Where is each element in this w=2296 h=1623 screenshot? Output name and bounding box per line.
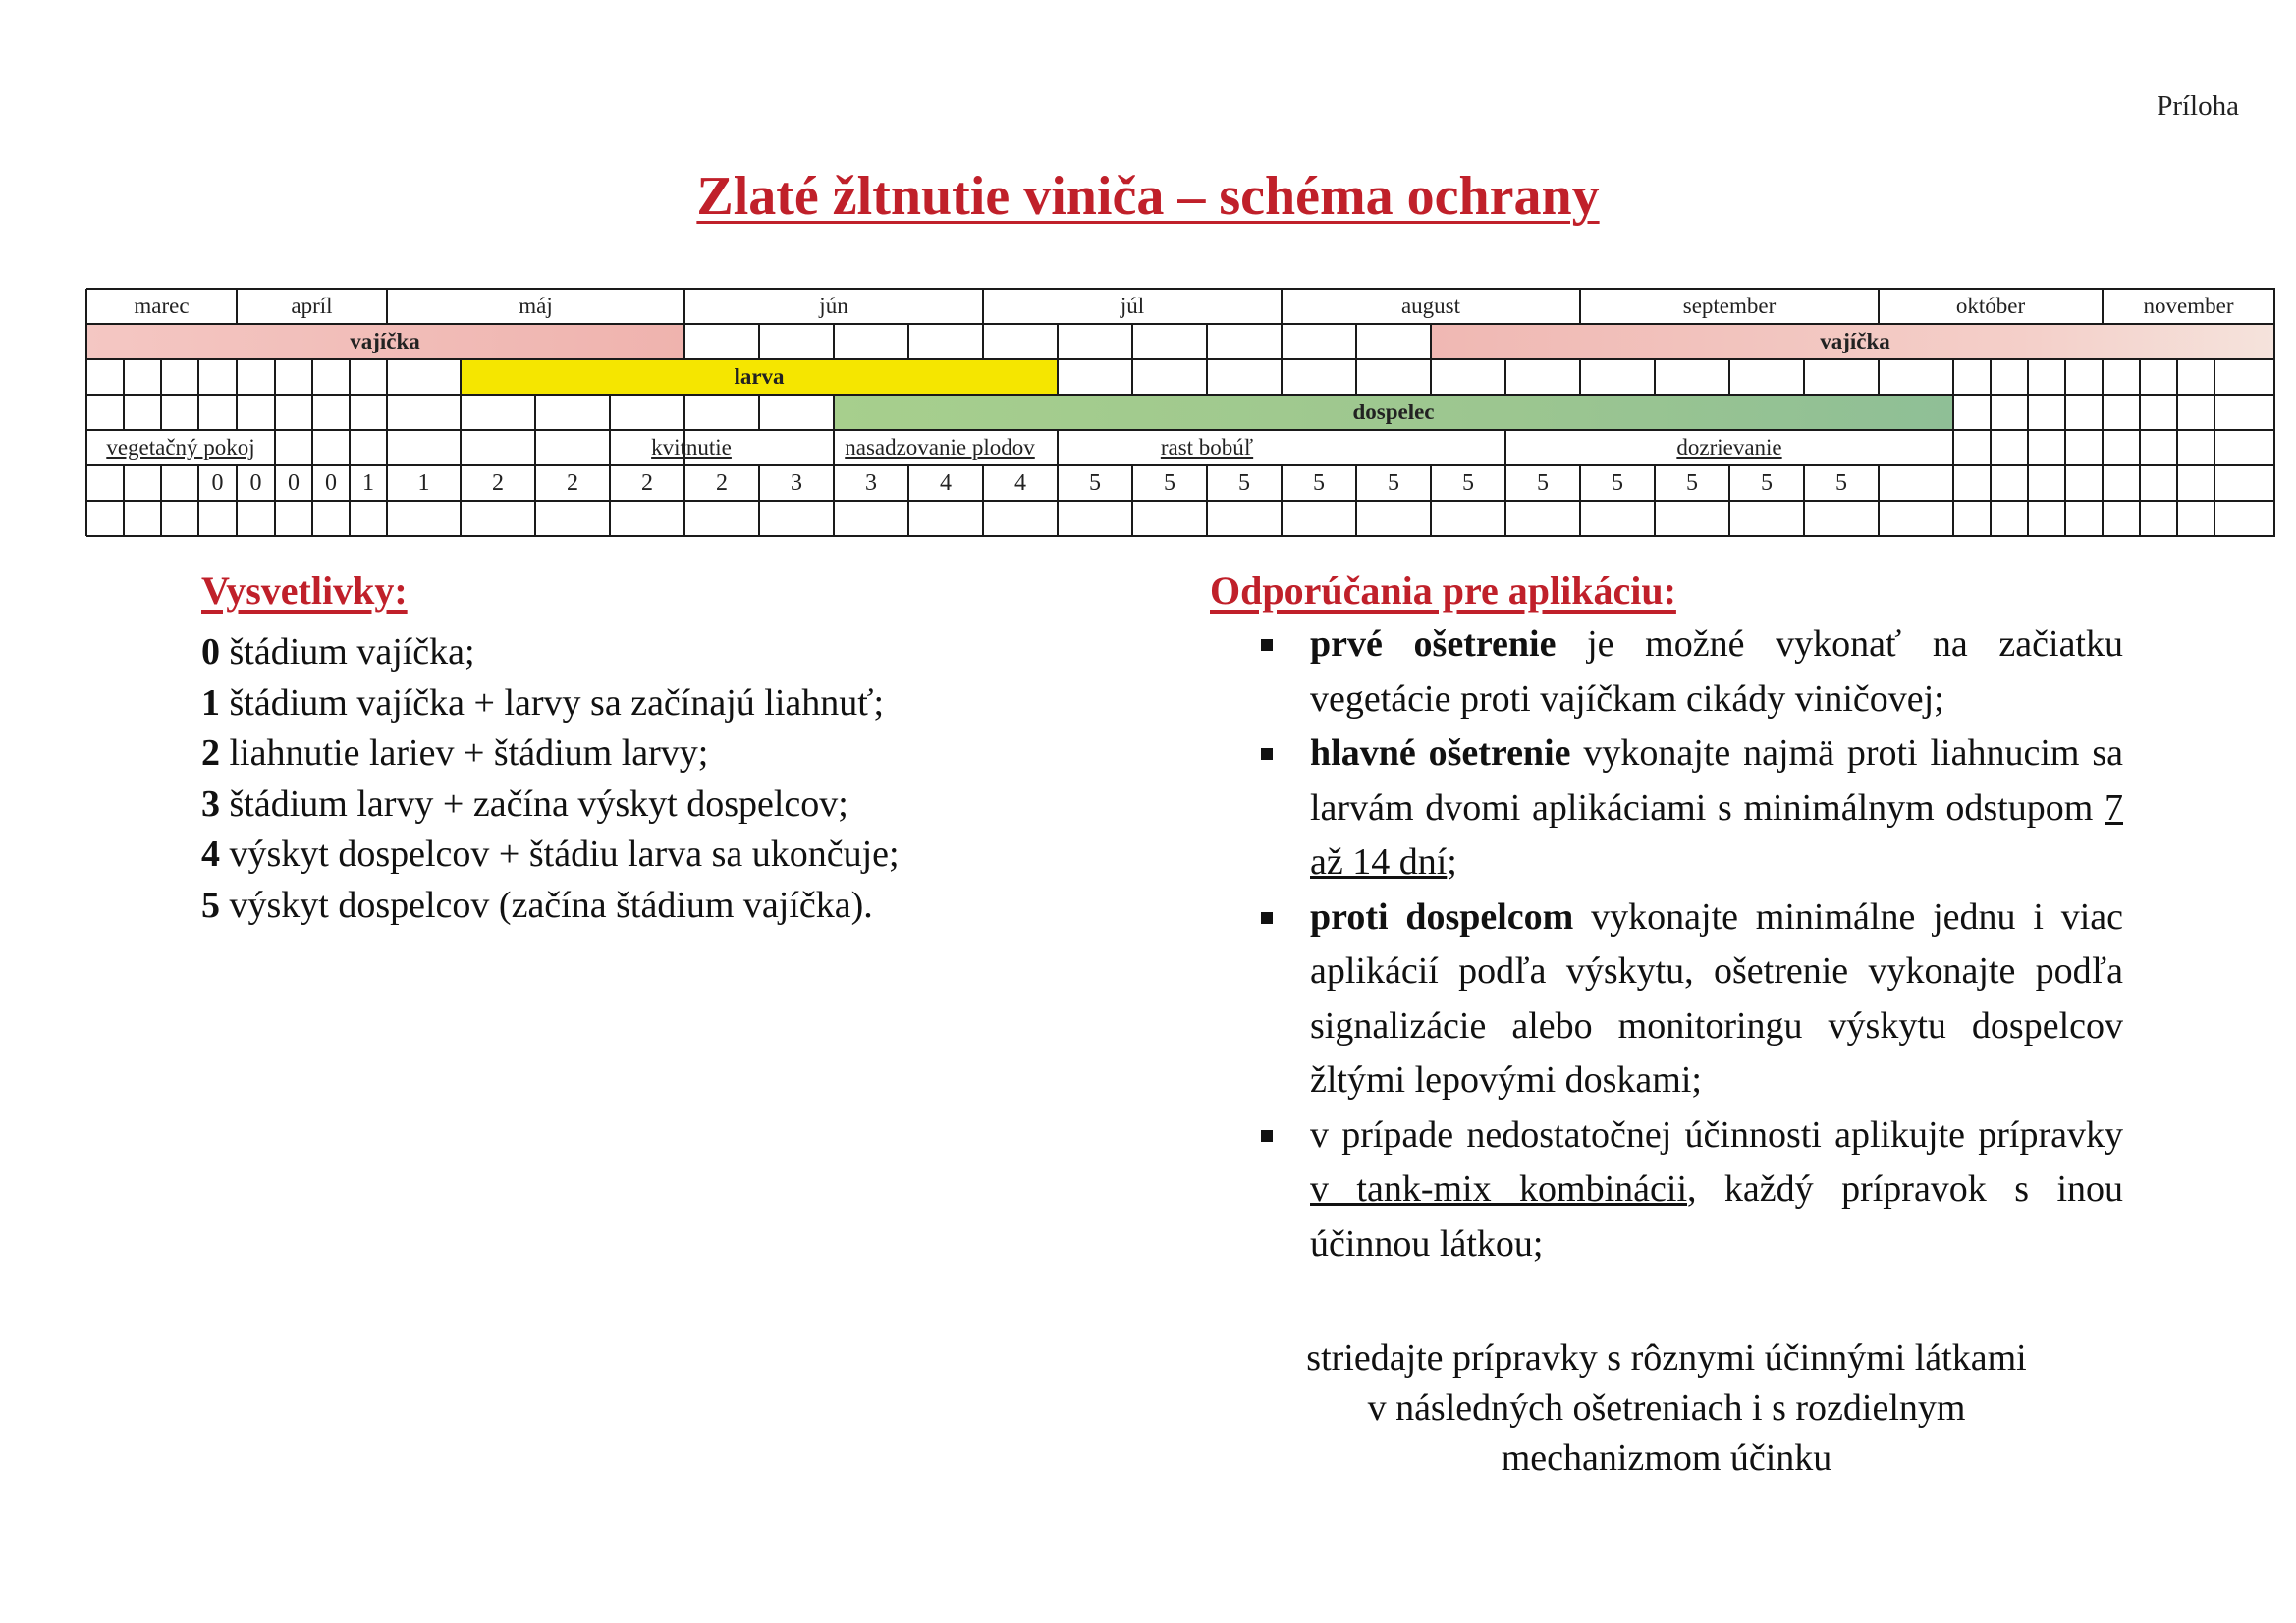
- grid-line: [1579, 465, 1581, 501]
- stage-number: 2: [716, 470, 728, 496]
- legend-item-text: štádium vajíčka;: [220, 631, 475, 673]
- grid-line: [2176, 501, 2178, 536]
- grid-line: [982, 289, 984, 324]
- grid-line: [386, 430, 388, 465]
- grid-line: [1057, 501, 1059, 536]
- grid-line: [311, 359, 313, 395]
- grid-line: [1952, 359, 1954, 395]
- stage-number: 5: [1462, 470, 1474, 496]
- grid-line: [683, 324, 685, 359]
- grid-line: [311, 395, 313, 430]
- grid-line: [1990, 501, 1992, 536]
- stage-number: 1: [362, 470, 374, 496]
- grid-line: [2214, 359, 2215, 395]
- grid-line: [85, 465, 87, 501]
- grid-line: [2102, 465, 2104, 501]
- grid-line: [907, 465, 909, 501]
- grid-line: [1803, 501, 1805, 536]
- stage-number: 0: [288, 470, 300, 496]
- grid-line: [1952, 430, 1954, 465]
- legend-item-text: štádium vajíčka + larvy sa začínajú liahnuť;: [220, 681, 885, 724]
- grid-line: [1504, 359, 1506, 395]
- stage-number: 5: [1238, 470, 1250, 496]
- annex-label: Príloha: [2157, 90, 2239, 122]
- grid-line: [1990, 395, 1992, 430]
- grid-line: [86, 358, 2275, 360]
- grid-line: [833, 501, 835, 536]
- month-label: november: [2143, 294, 2234, 318]
- grid-line: [683, 289, 685, 324]
- grid-line: [386, 359, 388, 395]
- grid-line: [1504, 465, 1506, 501]
- grid-line: [460, 430, 462, 465]
- grid-line: [1952, 465, 1954, 501]
- grid-line: [982, 465, 984, 501]
- grid-line: [2027, 501, 2029, 536]
- grid-line: [1504, 430, 1506, 465]
- grid-line: [2027, 430, 2029, 465]
- grid-line: [1579, 289, 1581, 324]
- phase-label: dozrievanie: [1676, 435, 1782, 460]
- grid-line: [1131, 324, 1133, 359]
- grid-line: [86, 394, 2275, 396]
- grid-line: [1281, 501, 1283, 536]
- grid-line: [1504, 501, 1506, 536]
- month-label: september: [1682, 294, 1777, 318]
- grid-line: [609, 465, 611, 501]
- legend-item-text: štádium larvy + začína výskyt dospelcov;: [220, 783, 848, 825]
- grid-line: [349, 395, 351, 430]
- protection-schedule-grid: [86, 289, 2274, 536]
- stage-number: 0: [211, 470, 224, 496]
- page-title: [0, 165, 2296, 228]
- grid-line: [683, 465, 685, 501]
- grid-line: [236, 359, 238, 395]
- grid-line: [386, 289, 388, 324]
- grid-line: [460, 465, 462, 501]
- grid-line: [833, 395, 835, 430]
- grid-line: [907, 324, 909, 359]
- closing-line: striedajte prípravky s rôznymi účinnými látkami: [1306, 1337, 2027, 1379]
- recommendation-text: je možné vykonať na začiatku vegetácie proti vajíčkam cikády viničovej;: [1310, 623, 2123, 720]
- grid-line: [1057, 430, 1059, 465]
- legend-section: [201, 568, 1085, 931]
- grid-line: [2176, 395, 2178, 430]
- legend-item-text: výskyt dospelcov (začína štádium vajíčka).: [220, 884, 873, 926]
- grid-line: [833, 465, 835, 501]
- month-label: marec: [134, 294, 190, 318]
- stage-number: 4: [940, 470, 952, 496]
- grid-line: [86, 500, 2275, 502]
- grid-line: [1728, 465, 1730, 501]
- legend-item: [201, 881, 1085, 932]
- grid-line: [907, 501, 909, 536]
- grid-line: [274, 430, 276, 465]
- grid-line: [349, 359, 351, 395]
- grid-line: [758, 501, 760, 536]
- grid-line: [460, 359, 462, 395]
- grid-line: [609, 501, 611, 536]
- legend-item: [201, 830, 1085, 881]
- grid-line: [85, 430, 87, 465]
- grid-line: [609, 395, 611, 430]
- grid-line: [1281, 324, 1283, 359]
- grid-line: [609, 430, 611, 465]
- legend-item-number: 5: [201, 884, 220, 926]
- grid-line: [1952, 501, 1954, 536]
- grid-line: [1206, 501, 1208, 536]
- grid-line: [2139, 359, 2141, 395]
- grid-line: [1803, 359, 1805, 395]
- grid-line: [2027, 465, 2029, 501]
- legend-heading: Vysvetlivky:: [201, 568, 408, 613]
- recommendation-item: [1210, 891, 2123, 1109]
- grid-line: [2139, 465, 2141, 501]
- grid-line: [160, 465, 162, 501]
- stage-number: 5: [1835, 470, 1847, 496]
- grid-line: [1728, 501, 1730, 536]
- grid-line: [2102, 359, 2104, 395]
- grid-line: [123, 501, 125, 536]
- grid-line: [236, 501, 238, 536]
- month-label: júl: [1120, 294, 1145, 318]
- recommendation-item: [1210, 727, 2123, 891]
- grid-line: [534, 430, 536, 465]
- phase-label: nasadzovanie plodov: [845, 435, 1035, 460]
- grid-line: [2273, 359, 2275, 395]
- grid-line: [85, 359, 87, 395]
- grid-line: [1579, 359, 1581, 395]
- grid-line: [2214, 430, 2215, 465]
- grid-line: [534, 465, 536, 501]
- legend-item-number: 2: [201, 732, 220, 774]
- grid-line: [86, 464, 2275, 466]
- closing-line: mechanizmom účinku: [1501, 1437, 1832, 1479]
- grid-line: [683, 395, 685, 430]
- stage-number: 0: [249, 470, 262, 496]
- grid-line: [1990, 430, 1992, 465]
- grid-line: [86, 288, 2275, 290]
- grid-line: [1131, 465, 1133, 501]
- stage-number: 5: [1089, 470, 1101, 496]
- grid-line: [2176, 465, 2178, 501]
- grid-line: [1206, 324, 1208, 359]
- grid-line: [2102, 395, 2104, 430]
- legend-item-number: 3: [201, 783, 220, 825]
- square-bullet-icon: [1261, 1130, 1273, 1142]
- grid-line: [86, 323, 2275, 325]
- grid-line: [123, 359, 125, 395]
- recommendations-heading: Odporúčania pre aplikáciu:: [1210, 568, 1676, 613]
- stage-number: 2: [492, 470, 504, 496]
- legend-item-number: 1: [201, 681, 220, 724]
- grid-line: [1057, 324, 1059, 359]
- legend-item-number: 0: [201, 631, 220, 673]
- grid-line: [1131, 359, 1133, 395]
- grid-line: [2176, 359, 2178, 395]
- stage-number: 5: [1686, 470, 1698, 496]
- month-label: október: [1955, 294, 2026, 318]
- grid-line: [833, 430, 835, 465]
- phase-label: kvitnutie: [651, 435, 732, 460]
- grid-line: [1878, 465, 1880, 501]
- grid-line: [1990, 465, 1992, 501]
- recommendation-item: [1210, 1109, 2123, 1272]
- grid-line: [1355, 501, 1357, 536]
- square-bullet-icon: [1261, 748, 1273, 760]
- recommendation-bold: hlavné ošetrenie: [1310, 732, 1571, 774]
- stage-number: 5: [1761, 470, 1773, 496]
- grid-line: [982, 324, 984, 359]
- grid-line: [2273, 465, 2275, 501]
- legend-item-text: výskyt dospelcov + štádiu larva sa ukončuje;: [220, 834, 900, 875]
- legend-list: [201, 627, 1085, 931]
- phase-label: rast bobúľ: [1160, 435, 1254, 460]
- phase-band-label: larva: [734, 364, 785, 389]
- stage-number: 5: [1537, 470, 1549, 496]
- grid-line: [1990, 359, 1992, 395]
- grid-line: [349, 465, 351, 501]
- grid-line: [1878, 289, 1880, 324]
- grid-line: [833, 324, 835, 359]
- grid-line: [386, 465, 388, 501]
- phase-band-label: vajíčka: [1820, 329, 1890, 353]
- grid-line: [160, 359, 162, 395]
- grid-line: [2176, 430, 2178, 465]
- stage-number: 5: [1612, 470, 1623, 496]
- grid-line: [2273, 430, 2275, 465]
- stage-number: 2: [641, 470, 653, 496]
- grid-line: [85, 289, 87, 324]
- grid-line: [1654, 465, 1656, 501]
- stage-number: 5: [1313, 470, 1325, 496]
- grid-line: [2273, 395, 2275, 430]
- grid-line: [236, 395, 238, 430]
- recommendation-text: vykonajte minimálne jednu i viac aplikácií podľa výskytu, ošetrenie vykonajte podľa signalizácie alebo monitoringu výskytu dospelcov žltými lepovými doskami;: [1310, 895, 2124, 1101]
- legend-item: [201, 780, 1085, 831]
- grid-line: [274, 501, 276, 536]
- closing-line: v následných ošetreniach i s rozdielnym: [1367, 1387, 1966, 1429]
- month-label: jún: [819, 294, 848, 318]
- grid-line: [1355, 324, 1357, 359]
- grid-line: [758, 324, 760, 359]
- recommendation-bold: prvé ošetrenie: [1310, 623, 1557, 665]
- grid-line: [160, 501, 162, 536]
- grid-line: [85, 395, 87, 430]
- stage-number: 5: [1164, 470, 1175, 496]
- grid-line: [1355, 359, 1357, 395]
- grid-line: [386, 395, 388, 430]
- grid-line: [2273, 324, 2275, 359]
- grid-line: [1952, 395, 1954, 430]
- stage-number: 4: [1014, 470, 1026, 496]
- grid-line: [1728, 359, 1730, 395]
- recommendations-section: [1210, 568, 2123, 1271]
- grid-line: [683, 501, 685, 536]
- grid-line: [311, 465, 313, 501]
- grid-line: [85, 501, 87, 536]
- grid-line: [274, 359, 276, 395]
- grid-line: [311, 501, 313, 536]
- grid-line: [311, 430, 313, 465]
- grid-line: [1206, 359, 1208, 395]
- grid-line: [2064, 395, 2066, 430]
- grid-line: [2139, 430, 2141, 465]
- legend-item: [201, 729, 1085, 780]
- grid-line: [1878, 359, 1880, 395]
- grid-line: [236, 465, 238, 501]
- square-bullet-icon: [1261, 912, 1273, 924]
- grid-line: [160, 395, 162, 430]
- grid-line: [1654, 359, 1656, 395]
- grid-line: [86, 535, 2275, 537]
- grid-line: [2273, 501, 2275, 536]
- grid-line: [2102, 430, 2104, 465]
- grid-line: [2027, 359, 2029, 395]
- month-label: apríl: [291, 294, 333, 318]
- stage-number: 3: [865, 470, 877, 496]
- grid-line: [85, 324, 87, 359]
- grid-line: [1206, 465, 1208, 501]
- legend-item: [201, 627, 1085, 678]
- grid-line: [1654, 501, 1656, 536]
- grid-line: [386, 501, 388, 536]
- grid-line: [123, 395, 125, 430]
- grid-line: [123, 465, 125, 501]
- recommendation-text-end: , každý prípravok s inou účinnou látkou;: [1310, 1168, 2123, 1265]
- grid-line: [758, 465, 760, 501]
- grid-line: [86, 429, 2275, 431]
- grid-line: [349, 501, 351, 536]
- grid-line: [982, 501, 984, 536]
- phase-label: vegetačný pokoj: [106, 435, 255, 460]
- grid-line: [2214, 465, 2215, 501]
- stage-number: 3: [791, 470, 802, 496]
- grid-line: [2064, 430, 2066, 465]
- grid-line: [2064, 501, 2066, 536]
- grid-line: [1579, 501, 1581, 536]
- phase-band-label: vajíčka: [350, 329, 420, 353]
- grid-line: [1430, 324, 1432, 359]
- page-title-text: Zlaté žltnutie viniča – schéma ochrany: [696, 166, 1600, 227]
- stage-number: 0: [325, 470, 337, 496]
- recommendation-underlined: v tank-mix kombinácii: [1310, 1168, 1687, 1210]
- grid-line: [534, 501, 536, 536]
- month-label: august: [1400, 294, 1461, 318]
- grid-line: [2273, 289, 2275, 324]
- recommendations-list: [1210, 618, 2123, 1271]
- grid-line: [1430, 501, 1432, 536]
- grid-line: [758, 395, 760, 430]
- recommendation-text-end: ;: [1447, 841, 1457, 883]
- grid-line: [2139, 501, 2141, 536]
- grid-line: [1131, 501, 1133, 536]
- grid-line: [2214, 501, 2215, 536]
- grid-line: [2214, 395, 2215, 430]
- legend-item: [201, 678, 1085, 730]
- grid-line: [1430, 465, 1432, 501]
- grid-line: [2102, 289, 2104, 324]
- grid-line: [274, 395, 276, 430]
- grid-line: [1803, 465, 1805, 501]
- grid-line: [236, 289, 238, 324]
- grid-line: [460, 501, 462, 536]
- grid-line: [1355, 465, 1357, 501]
- grid-line: [1878, 501, 1880, 536]
- grid-line: [1057, 465, 1059, 501]
- grid-line: [197, 501, 199, 536]
- recommendation-text: vykonajte najmä proti liahnucim sa larvám dvomi aplikáciami s minimálnym odstupom: [1310, 732, 2123, 829]
- grid-line: [460, 395, 462, 430]
- legend-item-number: 4: [201, 834, 220, 875]
- recommendation-item: [1210, 618, 2123, 727]
- grid-line: [1430, 359, 1432, 395]
- grid-line: [197, 359, 199, 395]
- grid-line: [1281, 289, 1283, 324]
- stage-number: 5: [1388, 470, 1399, 496]
- grid-line: [349, 430, 351, 465]
- grid-line: [534, 395, 536, 430]
- grid-line: [197, 465, 199, 501]
- legend-item-text: liahnutie lariev + štádium larvy;: [220, 732, 709, 774]
- grid-line: [1281, 359, 1283, 395]
- recommendation-text: v prípade nedostatočnej účinnosti aplikujte prípravky: [1310, 1113, 2123, 1156]
- month-label: máj: [519, 294, 553, 318]
- grid-line: [2102, 501, 2104, 536]
- grid-line: [2139, 395, 2141, 430]
- square-bullet-icon: [1261, 639, 1273, 651]
- grid-line: [1281, 465, 1283, 501]
- recommendation-underlined: 7 až 14 dní: [1310, 786, 2123, 883]
- grid-line: [2064, 465, 2066, 501]
- recommendation-bold: proti dospelcom: [1310, 895, 1574, 938]
- grid-line: [274, 465, 276, 501]
- stage-number: 1: [417, 470, 430, 496]
- phase-band-label: dospelec: [1352, 400, 1435, 424]
- closing-note: [1210, 1333, 2123, 1484]
- grid-line: [197, 395, 199, 430]
- grid-line: [2027, 395, 2029, 430]
- grid-line: [2064, 359, 2066, 395]
- grid-line: [1057, 359, 1059, 395]
- stage-number: 2: [567, 470, 578, 496]
